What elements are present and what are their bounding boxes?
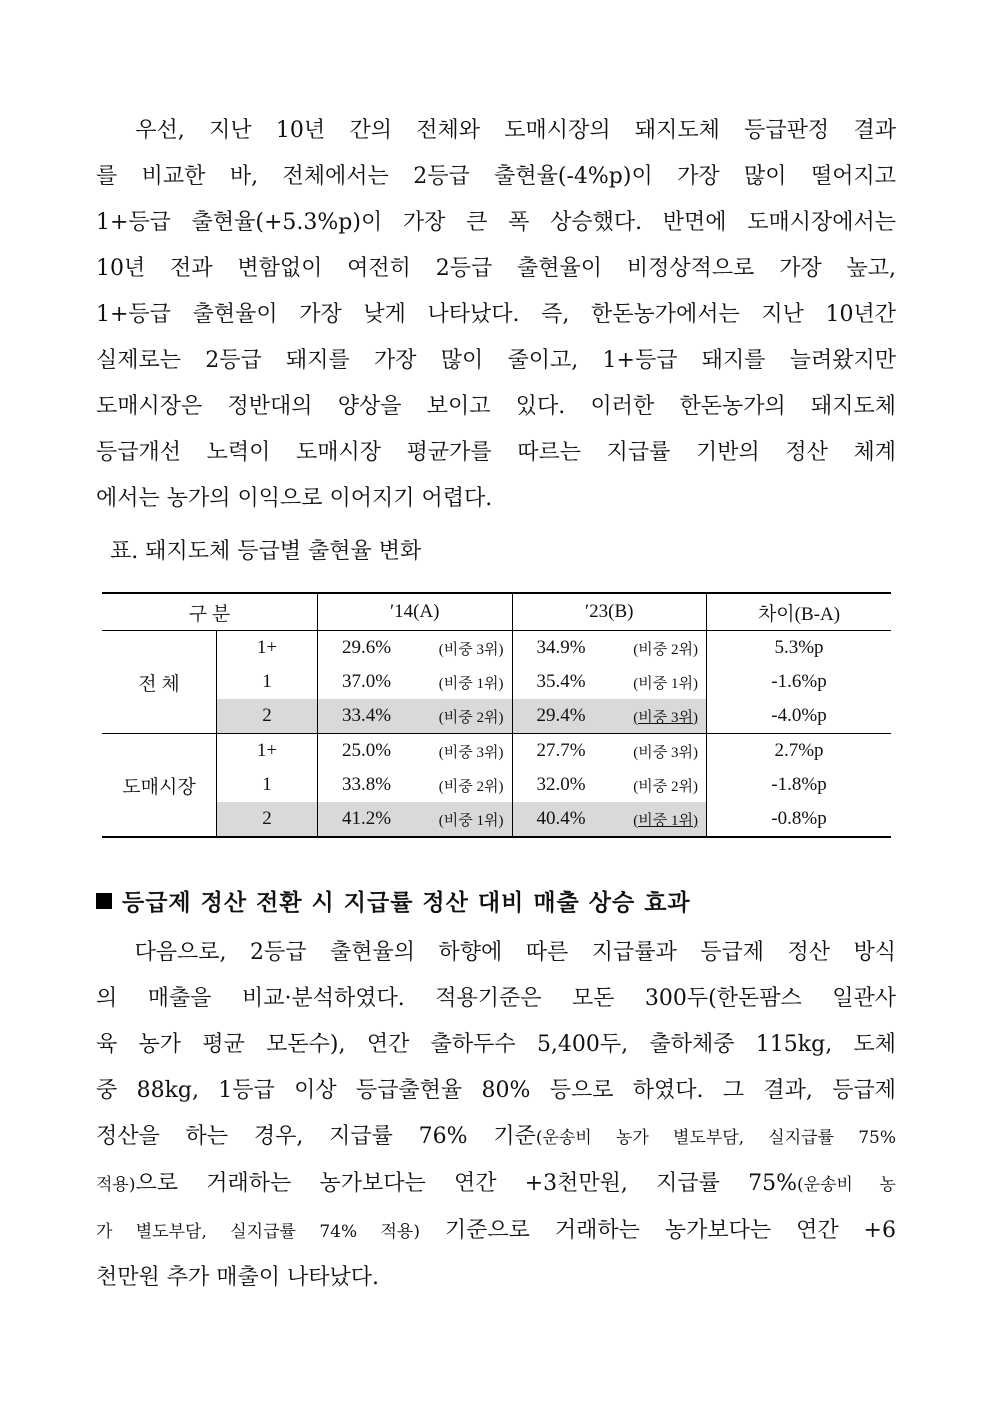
rank-2023-text: (비중 1위): [633, 812, 698, 829]
text-run: 정산을 하는 경우, 지급률 76% 기준: [96, 1124, 536, 1149]
table-row: [102, 665, 891, 699]
pct-2014: 29.6%: [318, 631, 423, 666]
black-square-icon: [96, 893, 112, 909]
diff-cell: 2.7%p: [707, 734, 892, 769]
paragraph-line: [96, 1114, 896, 1161]
paragraph-line: [96, 1161, 896, 1208]
pct-2014: 33.8%: [318, 768, 423, 802]
small-note: (운송비 농: [797, 1175, 896, 1195]
rank-2014: (비중 2위): [422, 699, 512, 734]
paragraph-line: 의 매출을 비교·분석하였다. 적용기준은 모돈 300두(한돈팜스 일관사: [96, 986, 896, 1011]
pct-2023: 35.4%: [512, 665, 617, 699]
pct-2023: 29.4%: [512, 699, 617, 734]
grade-cell: 1+: [217, 631, 318, 666]
rank-2023: [617, 699, 707, 734]
diff-cell: 5.3%p: [707, 631, 892, 666]
paragraph-grade-comparison: [96, 108, 896, 522]
paragraph-line: 우선, 지난 10년 간의 전체와 도매시장의 돼지도체 등급판정 결과: [96, 118, 896, 143]
table-row: [102, 699, 891, 734]
grade-cell: 1: [217, 768, 318, 802]
paragraph-line: 10년 전과 변함없이 여전히 2등급 출현율이 비정상적으로 가장 높고,: [96, 256, 896, 281]
section-heading-text: 등급제 정산 전환 시 지급률 정산 대비 매출 상승 효과: [122, 890, 691, 916]
rank-2023: (비중 2위): [633, 778, 698, 795]
pct-2014: 37.0%: [318, 665, 423, 699]
rank-2014: (비중 2위): [438, 778, 504, 795]
grade-cell: 1+: [217, 734, 318, 769]
grade-cell: 2: [217, 699, 318, 734]
paragraph-line: 를 비교한 바, 전체에서는 2등급 출현율(-4%p)이 가장 많이 떨어지고: [96, 164, 896, 189]
pct-2014: 25.0%: [318, 734, 423, 769]
rank-2023: (비중 2위): [633, 641, 698, 658]
rank-2023-text: (비중 3위): [633, 709, 698, 726]
pct-2014: 41.2%: [318, 802, 423, 837]
table-row: [102, 802, 891, 837]
diff-cell: -1.8%p: [707, 768, 892, 802]
rank-2014: (비중 1위): [438, 675, 504, 692]
table-row: [102, 734, 891, 769]
pct-2023: 27.7%: [512, 734, 617, 769]
paragraph-line: 도매시장은 정반대의 양상을 보이고 있다. 이러한 한돈농가의 돼지도체: [96, 394, 896, 419]
rank-2023: (비중 1위): [633, 675, 698, 692]
paragraph-line: 다음으로, 2등급 출현율의 하향에 따른 지급률과 등급제 정산 방식: [96, 940, 896, 965]
rank-2023: [617, 802, 707, 837]
pct-2023: 34.9%: [512, 631, 617, 666]
paragraph-revenue-analysis: [96, 930, 896, 1301]
grade-cell: 2: [217, 802, 318, 837]
diff-cell: -4.0%p: [707, 699, 892, 734]
pct-2023: 40.4%: [512, 802, 617, 837]
header-2023: ′23(B): [512, 593, 707, 631]
paragraph-line: 1+등급 출현율이 가장 낮게 나타났다. 즉, 한돈농가에서는 지난 10년간: [96, 302, 896, 327]
paragraph-line: [96, 1208, 896, 1255]
diff-cell: -1.6%p: [707, 665, 892, 699]
small-note: 적용): [96, 1175, 136, 1195]
paragraph-line: 천만원 추가 매출이 나타났다.: [96, 1265, 379, 1290]
group-label: 전 체: [102, 631, 217, 734]
rank-2023: (비중 3위): [633, 744, 698, 761]
table-caption: 표. 돼지도체 등급별 출현율 변화: [110, 539, 422, 564]
header-2014: ′14(A): [318, 593, 513, 631]
rank-2014: (비중 3위): [438, 641, 504, 658]
header-diff: 차이(B-A): [707, 593, 892, 631]
table-row: [102, 768, 891, 802]
paragraph-line: 에서는 농가의 이익으로 이어지기 어렵다.: [96, 486, 493, 511]
header-category: 구 분: [102, 593, 318, 631]
table-header-row: [102, 593, 891, 631]
paragraph-line: 중 88kg, 1등급 이상 등급출현율 80% 등으로 하였다. 그 결과, 등급제: [96, 1078, 896, 1103]
text-run: 으로 거래하는 농가보다는 연간 +3천만원, 지급률 75%: [135, 1171, 798, 1196]
paragraph-line: 실제로는 2등급 돼지를 가장 많이 줄이고, 1+등급 돼지를 늘려왔지만: [96, 348, 896, 373]
pct-2023: 32.0%: [512, 768, 617, 802]
text-run: 기준으로 거래하는 농가보다는 연간 +6: [419, 1218, 896, 1243]
rank-2014: (비중 3위): [438, 744, 504, 761]
grade-rate-table: [102, 592, 891, 838]
grade-cell: 1: [217, 665, 318, 699]
paragraph-line: 1+등급 출현율(+5.3%p)이 가장 큰 폭 상승했다. 반면에 도매시장에서는: [96, 210, 897, 235]
small-note: (운송비 농가 별도부담, 실지급률 75%: [535, 1128, 896, 1148]
paragraph-line: 육 농가 평균 모돈수), 연간 출하두수 5,400두, 출하체중 115kg, 도체: [96, 1032, 896, 1057]
section-heading: [96, 884, 691, 917]
table-row: [102, 631, 891, 666]
group-label: 도매시장: [102, 734, 217, 838]
rank-2014: (비중 1위): [422, 802, 512, 837]
small-note: 가 별도부담, 실지급률 74% 적용): [96, 1222, 420, 1242]
diff-cell: -0.8%p: [707, 802, 892, 837]
pct-2014: 33.4%: [318, 699, 423, 734]
paragraph-line: 등급개선 노력이 도매시장 평균가를 따르는 지급률 기반의 정산 체계: [96, 440, 896, 465]
